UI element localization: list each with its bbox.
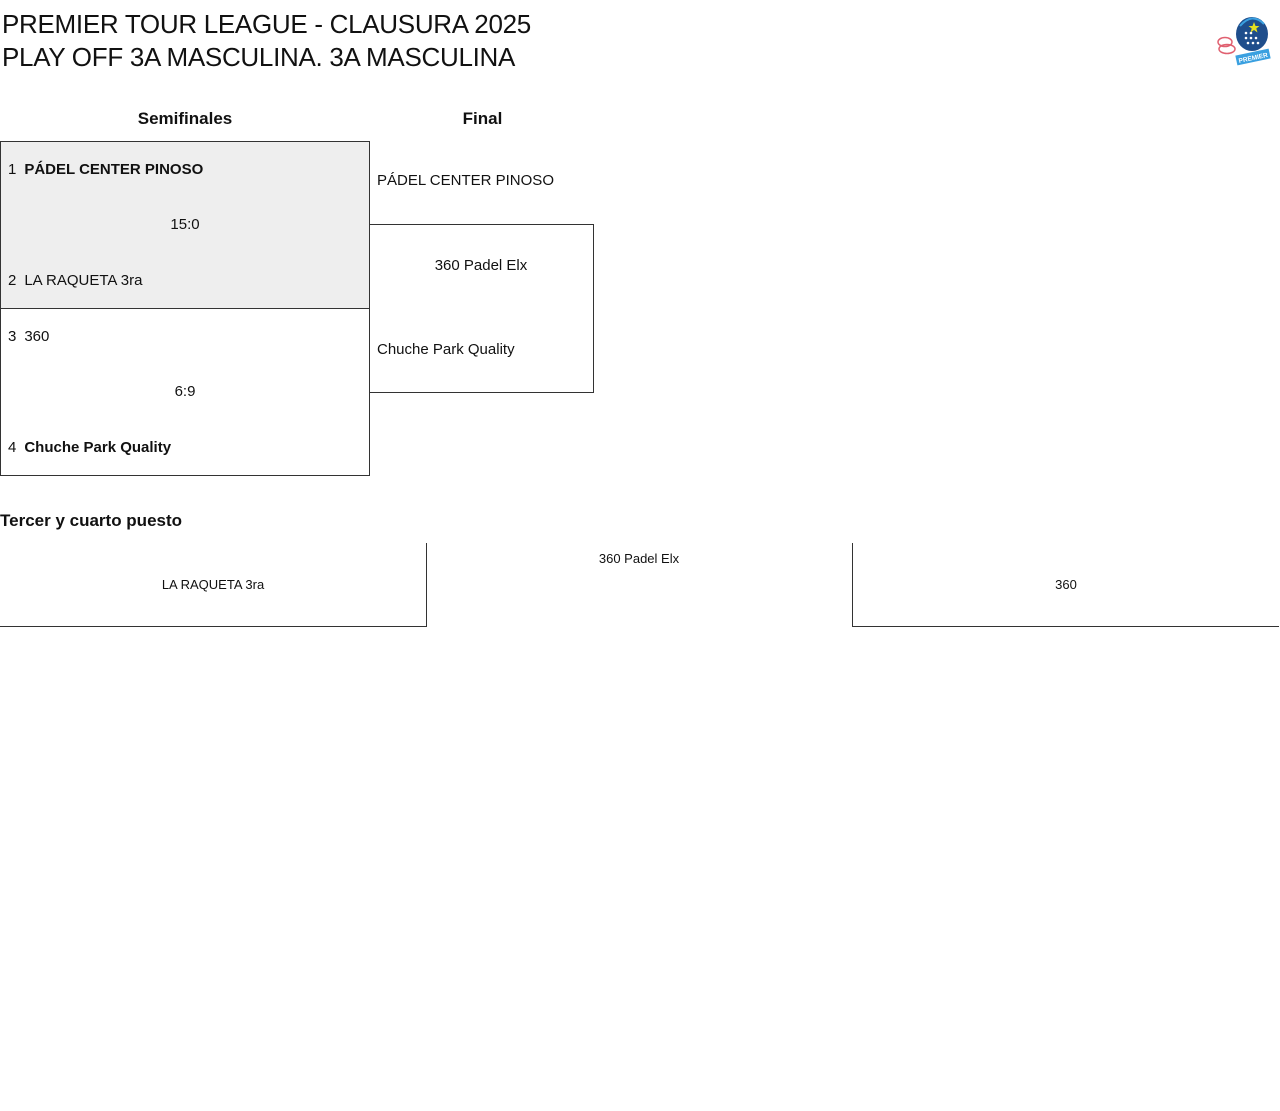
third-place-winner-cell: [426, 543, 852, 626]
team-slot: [8, 439, 171, 456]
team-slot: [8, 272, 142, 289]
team-name: Chuche Park Quality: [24, 439, 172, 456]
final-match[interactable]: [369, 224, 594, 393]
match-score: 15:0: [170, 216, 200, 233]
seed-number: 1: [8, 161, 17, 178]
semifinal-match-1[interactable]: [0, 141, 370, 309]
final-top-team: PÁDEL CENTER PINOSO: [377, 172, 554, 189]
team-name: 360: [24, 328, 50, 345]
third-place-match[interactable]: [0, 543, 1278, 627]
semifinals-heading: Semifinales: [137, 109, 233, 128]
third-place-right-team: 360: [1055, 577, 1077, 592]
final-winner: 360 Padel Elx: [434, 257, 528, 274]
third-place-left-team: LA RAQUETA 3ra: [161, 577, 265, 592]
third-place-winner: 360 Padel Elx: [598, 551, 680, 566]
seed-number: 3: [8, 328, 17, 345]
logo-text: PREMIER: [1238, 51, 1269, 65]
team-name: PÁDEL CENTER PINOSO: [24, 161, 204, 178]
semifinal-match-2[interactable]: [0, 308, 370, 476]
seed-number: 2: [8, 272, 17, 289]
team-slot: [8, 161, 203, 178]
team-name: LA RAQUETA 3ra: [24, 272, 143, 289]
page-title: [2, 8, 531, 74]
final-bottom-team: Chuche Park Quality: [377, 341, 515, 358]
final-heading: Final: [462, 109, 503, 128]
title-line-1: PREMIER TOUR LEAGUE - CLAUSURA 2025: [2, 9, 531, 39]
third-place-right-cell: [852, 543, 1279, 627]
seed-number: 4: [8, 439, 17, 456]
team-slot: [8, 328, 49, 345]
match-score: 6:9: [174, 383, 196, 400]
title-line-2: PLAY OFF 3A MASCULINA. 3A MASCULINA: [2, 42, 516, 72]
third-place-left-cell: [0, 543, 427, 627]
third-place-heading: Tercer y cuarto puesto: [0, 511, 183, 530]
premier-padel-logo-icon: [1216, 14, 1272, 66]
